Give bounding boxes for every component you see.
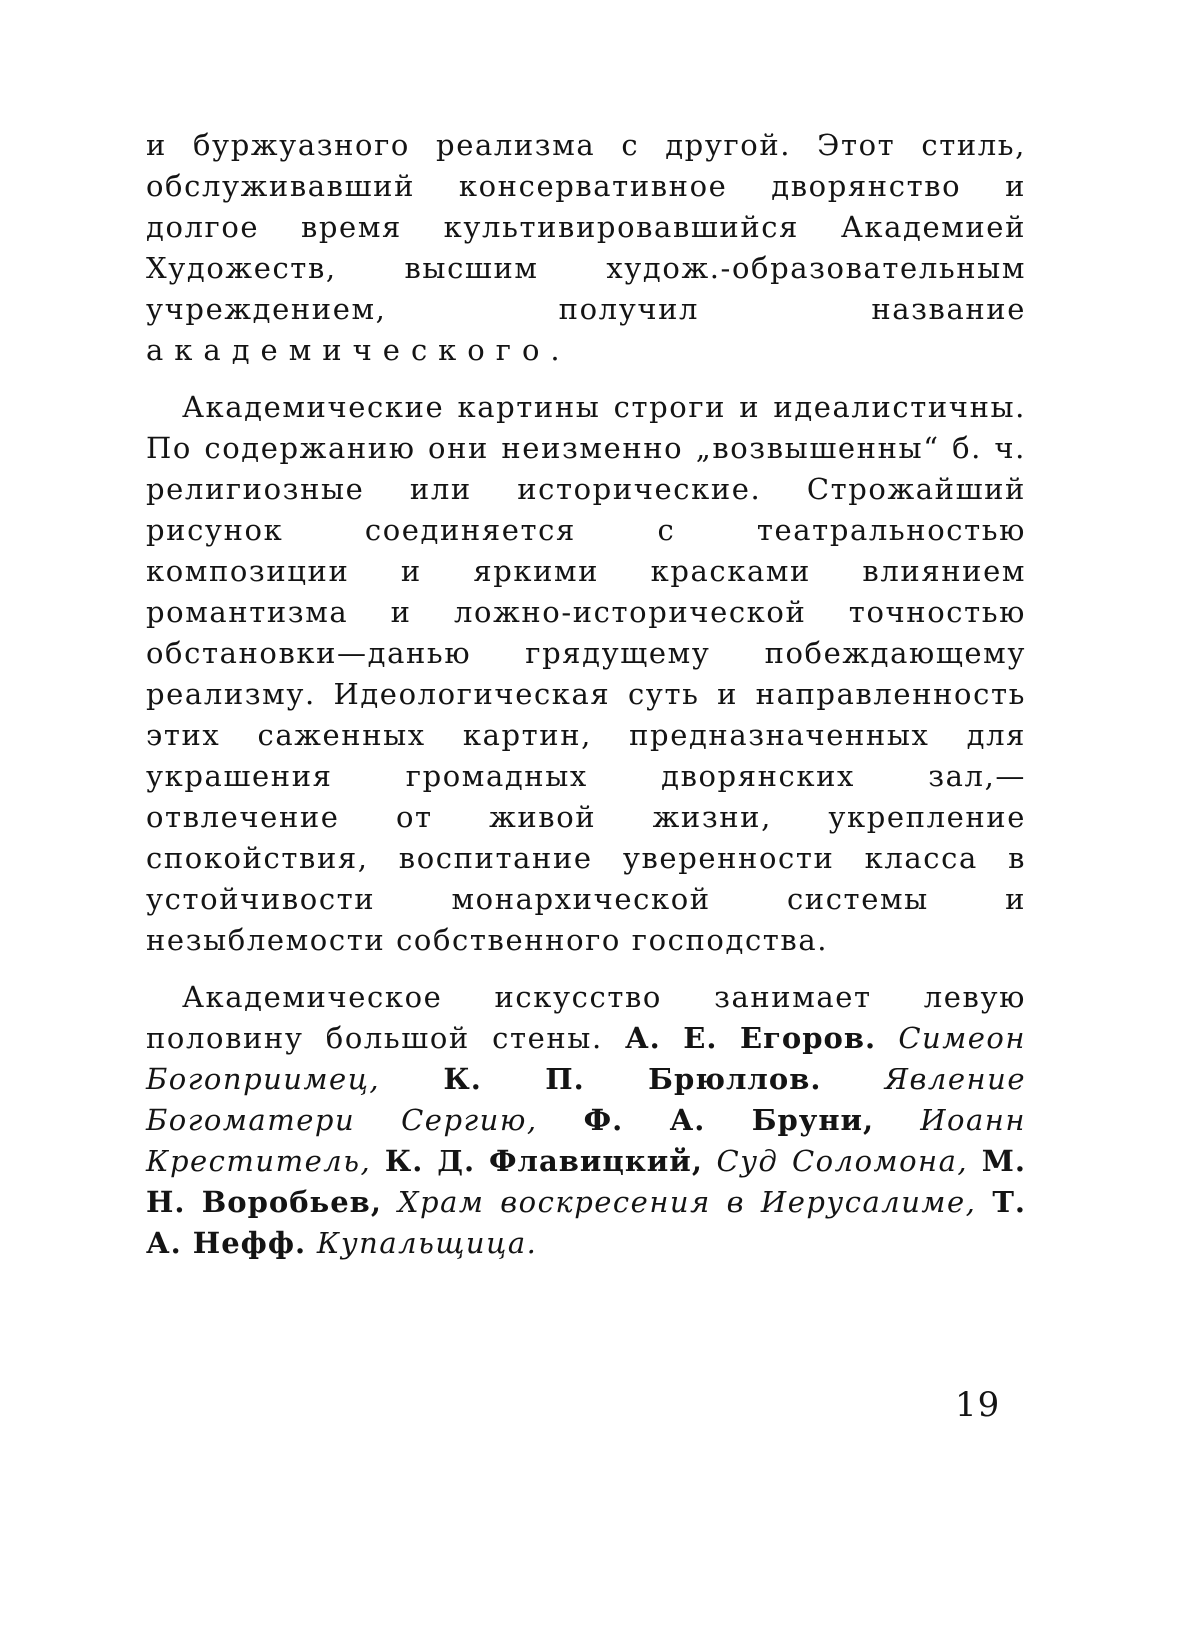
artist-name: Т. А. Нефф.: [146, 1185, 1026, 1260]
paragraph-3-intro: Академическое искусство занимает левую половину большой стены.: [146, 980, 1026, 1055]
artist-name: Ф. А. Бруни,: [583, 1103, 875, 1137]
artist-name: М. Н. Воробьев,: [146, 1144, 1026, 1219]
artist-name: К. Д. Флавицкий,: [384, 1144, 703, 1178]
paragraph-1-text: и буржуазного реализма с другой. Этот стиль, обслуживавший консервативное дворянство и долгое время культивировавшийся Академией Художеств, высшим худож.-образовательным учреждением, получил название: [146, 128, 1026, 326]
artwork-title: Симеон Богоприимец,: [146, 1021, 1026, 1096]
artist-name: А. Е. Егоров.: [625, 1021, 877, 1055]
paragraph-academic-paintings: [146, 387, 1026, 961]
artwork-title: Явление Богоматери Сергию,: [146, 1062, 1026, 1137]
artwork-title: Храм воскресения в Иерусалиме,: [397, 1185, 977, 1219]
spaced-word-academic: академического.: [146, 333, 571, 367]
artwork-title: Иоанн Креститель,: [146, 1103, 1026, 1178]
paragraph-academic-wall: [146, 977, 1026, 1264]
artwork-title: Купальщица.: [316, 1226, 538, 1260]
artwork-title: Суд Соломона,: [716, 1144, 969, 1178]
page-number: 19: [955, 1385, 1001, 1425]
text-column: [146, 125, 1026, 1280]
paragraph-academic-style: [146, 125, 1026, 371]
artist-name: К. П. Брюллов.: [443, 1062, 822, 1096]
paragraph-2-text: Академические картины строги и идеалистичны. По содержанию они неизменно „возвышенны“ б. ч. религиозные или исторические. Строжайший рисунок соединяется с театральностью композиции и яркими красками влиянием романтизма и ложно-исторической точностью обстановки—данью грядущему побеждающему реализму. Идеологическая суть и направленность этих саженных картин, предназначенных для украшения громадных дворянских зал,—отвлечение от живой жизни, укрепление спокойствия, воспитание уверенности класса в устойчивости монархической системы и незыблемости собственного господства.: [146, 390, 1026, 957]
